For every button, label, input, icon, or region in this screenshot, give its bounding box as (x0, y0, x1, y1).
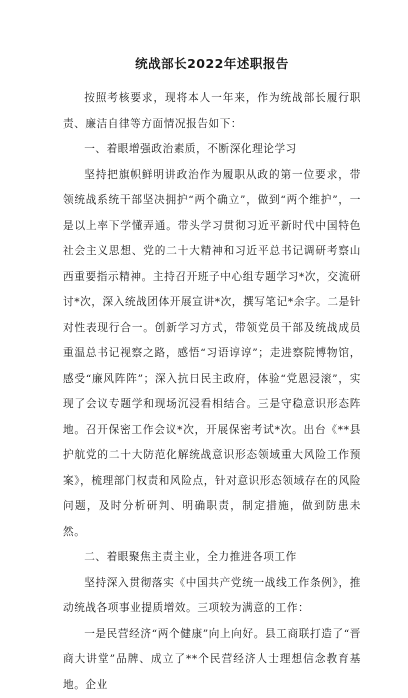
intro-paragraph: 按照考核要求，现将本人一年来，作为统战部长履行职责、廉洁自律等方面情况报告如下： (63, 86, 361, 137)
document-title: 统战部长2022年述职报告 (63, 54, 361, 72)
section-2-paragraph: 坚持深入贯彻落实《中国共产党统一战线工作条例》，推动统战各项事业提质增效。三项较为满意的工作： (63, 571, 361, 622)
section-2-paragraph-2: 一是民营经济“两个健康”向上向好。县工商联打造了“晋商大讲堂”品牌、成立了**个民营经济人士理想信念教育基地。企业 (63, 622, 361, 698)
section-heading-1: 一、着眼增强政治素质，不断深化理论学习 (63, 137, 361, 163)
section-heading-2: 二、着眼聚焦主责主业，全力推进各项工作 (63, 545, 361, 571)
section-1-paragraph: 坚持把旗帜鲜明讲政治作为履职从政的第一位要求，带领统战系统干部坚决拥护“两个确立”，做到“两个维护”，一是以上率下学懂弄通。带头学习贯彻习近平新时代中国特色社会主义思想、党的二十大精神和习近平总书记调研考察山西重要指示精神。主持召开班子中心组专题学习*次，交流研讨*次，深入统战团体开展宣讲*次，撰写笔记*余字。二是针对性表现行合一。创新学习方式，带领党员干部及统战成员重温总书记视察之路，感悟“习语谆谆”；走进察院博物馆，感受“廉风阵阵”；深入抗日民主政府，体验“党恩浸滚”，实现了会议专题学和现场沉浸看相结合。三是守稳意识形态阵地。召开保密工作会议*次，开展保密考试*次。出台《**县护航党的二十大防范化解统战意识形态领域重大风险工作预案》，梳理部门权责和风险点，针对意识形态领域存在的风险问题，及时分析研判、明确职责，制定措施，做到防患未然。 (63, 163, 361, 546)
